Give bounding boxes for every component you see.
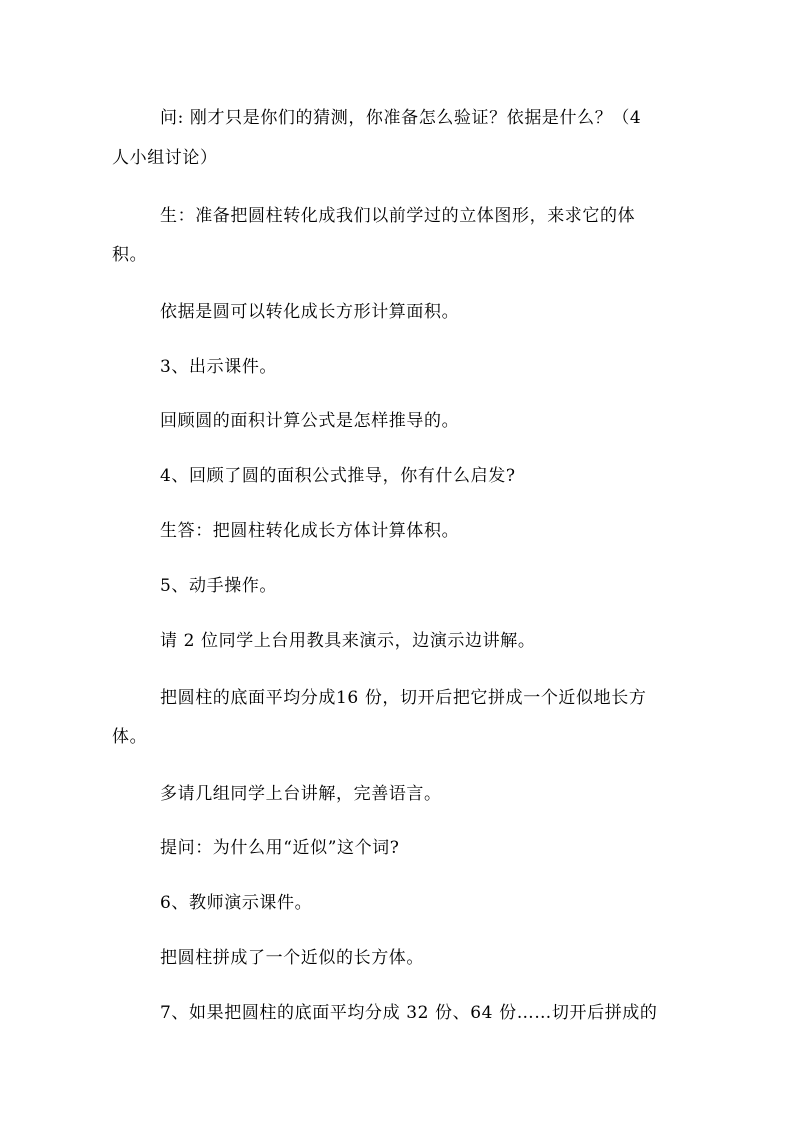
paragraph-student-response: 生答：把圆柱转化成长方体计算体积。 — [160, 521, 460, 541]
paragraph-cut-cylinder-line-1: 把圆柱的底面平均分成16 份，切开后把它拼成一个近似地长方 — [160, 688, 647, 708]
step-3-heading: 3、出示课件。 — [160, 357, 278, 377]
paragraph-review-formula: 回顾圆的面积计算公式是怎样推导的。 — [160, 411, 460, 431]
step-5-heading: 5、动手操作。 — [160, 576, 278, 596]
step-4-heading: 4、回顾了圆的面积公式推导，你有什么启发? — [160, 466, 516, 486]
step-7-heading: 7、如果把圆柱的底面平均分成 32 份、64 份……切开后拼成的 — [160, 1003, 658, 1023]
paragraph-student-answer-line-1: 生：准备把圆柱转化成我们以前学过的立体图形，来求它的体 — [160, 206, 636, 226]
paragraph-why-approximate: 提问：为什么用“近似”这个词? — [160, 838, 400, 858]
paragraph-question-line-2: 人小组讨论） — [112, 148, 218, 168]
paragraph-basis: 依据是圆可以转化成长方形计算面积。 — [160, 302, 460, 322]
step-6-heading: 6、教师演示课件。 — [160, 893, 313, 913]
paragraph-cut-cylinder-line-2: 体。 — [112, 727, 148, 747]
paragraph-demonstration: 请 2 位同学上台用教具来演示，边演示边讲解。 — [160, 631, 536, 651]
paragraph-question-line-1: 问: 刚才只是你们的猜测，你准备怎么验证？依据是什么？（4 — [160, 108, 642, 128]
paragraph-more-groups: 多请几组同学上台讲解，完善语言。 — [160, 784, 442, 804]
paragraph-student-answer-line-2: 积。 — [112, 245, 148, 265]
paragraph-cylinder-to-cuboid: 把圆柱拼成了一个近似的长方体。 — [160, 948, 424, 968]
